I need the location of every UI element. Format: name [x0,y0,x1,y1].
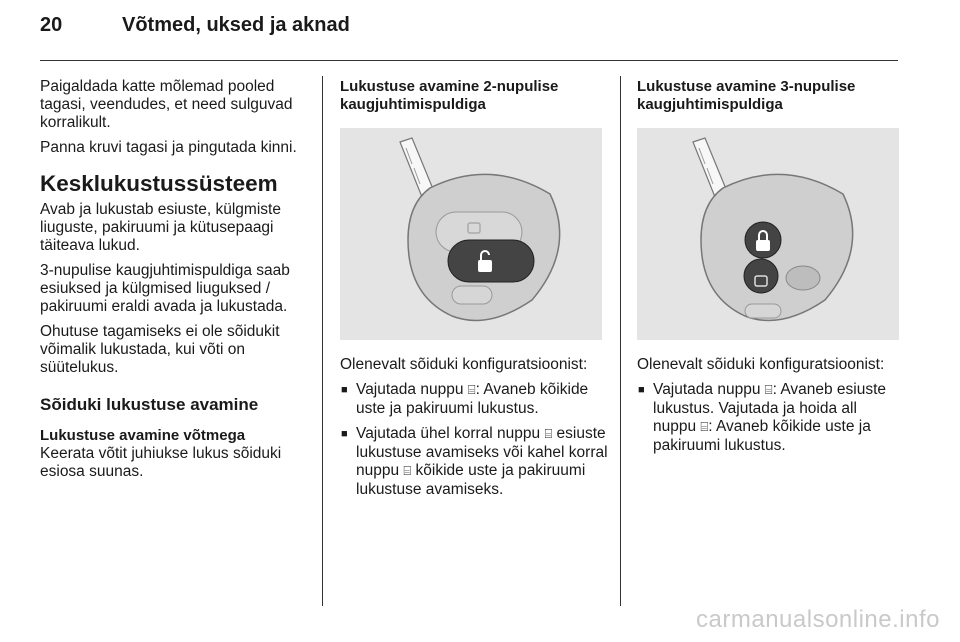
column-3 [637,78,903,462]
column-2 [340,78,608,506]
subsection-heading: Sõiduki lukustuse avamine [40,395,259,414]
list-item: ■ Vajutada ühel korral nuppu ⌸ esiuste lukustuse avamiseks või kahel korral nuppu ⌸ kõikide uste ja pakiruumi lukustuse avamiseks. [340,425,608,499]
chapter-title: Võtmed, uksed ja aknad [122,14,350,36]
paragraph: Keerata võtit juhiukse lukus sõiduki esiosa suunas. [40,445,282,480]
list-item: ■ Vajutada nuppu ⌸: Avaneb esiuste lukustus. Vajutada ja hoida all nuppu ⌸: Avaneb kõikide uste ja pakiruumi lukustus. [637,381,903,455]
remote-fob-icon [408,174,560,320]
list-item: ■ Vajutada nuppu ⌸: Avaneb kõikide uste ja pakiruumi lukustus. [340,381,608,418]
column-1 [40,78,306,488]
page-number: 20 [40,14,63,36]
unlock-icon: ⌸ [544,427,553,442]
subsubsection-heading: Lukustuse avamine 2-nupulise kaugjuhtimispuldiga [340,78,559,113]
remote-fob-icon [701,174,853,320]
unlock-icon: ⌸ [764,383,773,398]
header-rule [40,60,898,61]
paragraph: Panna kruvi tagasi ja pingutada kinni. [40,139,297,156]
paragraph: Avab ja lukustab esiuste, külgmiste liuguste, pakiruumi ja kütusepaagi täiteava lukud. [40,201,281,254]
three-button-remote-figure [637,128,899,340]
unlock-icon: ⌸ [700,420,709,435]
paragraph: Ohutuse tagamiseks ei ole sõidukit võimalik lukustada, kui võti on süütelukus. [40,323,280,376]
bullet-list [637,381,903,455]
paragraph: Olenevalt sõiduki konfiguratsioonist: [637,356,885,373]
watermark: carmanualsonline.info [696,606,940,633]
unlock-icon: ⌸ [467,383,476,398]
column-divider [620,76,621,606]
column-divider [322,76,323,606]
two-button-remote-figure [340,128,602,340]
paragraph: 3-nupulise kaugjuhtimispuldiga saab esiuksed ja külgmised liuguksed / pakiruumi eraldi avada ja lukustada. [40,262,290,315]
paragraph: Paigaldada katte mõlemad pooled tagasi, veendudes, et need sulguvad korralikult. [40,78,293,131]
bullet-list [340,381,608,499]
subsubsection-heading: Lukustuse avamine 3-nupulise kaugjuhtimispuldiga [637,78,856,113]
page-header [40,14,350,48]
subsubsection-heading: Lukustuse avamine võtmega [40,427,246,444]
section-heading: Kesklukustussüsteem [40,171,278,196]
paragraph: Olenevalt sõiduki konfiguratsioonist: [340,356,588,373]
unlock-icon: ⌸ [403,464,412,479]
